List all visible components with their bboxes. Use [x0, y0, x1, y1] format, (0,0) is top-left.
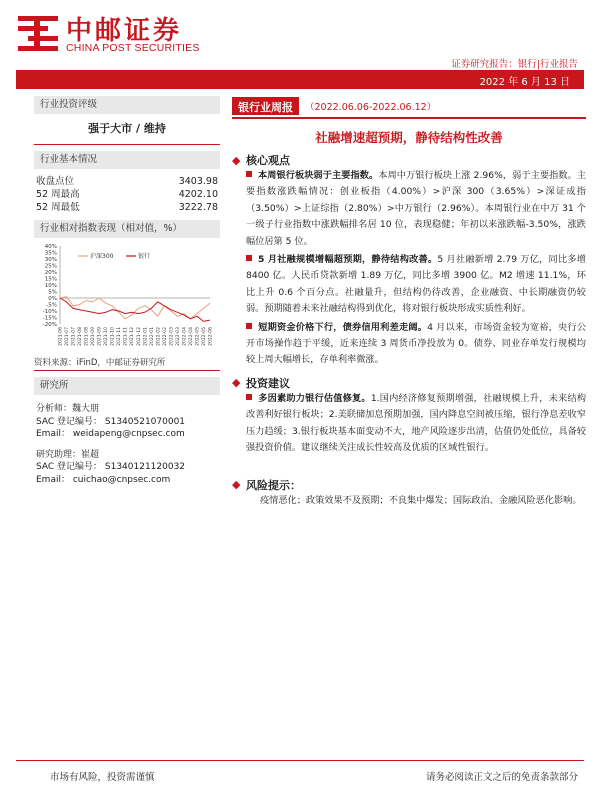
paragraph-lead: 本周银行板块弱于主要指数。 [258, 170, 379, 181]
x-tick-label: 2022-05 [201, 327, 207, 346]
stat-label: 52 周最低 [36, 202, 80, 213]
y-tick-label: 40% [44, 244, 57, 250]
assistant-name: 研究助理：崔超 [36, 449, 100, 460]
square-bullet-icon [246, 323, 252, 329]
stat-value: 3403.98 [178, 176, 218, 187]
legend-label: 沪深300 [90, 253, 114, 260]
x-tick-label: 2021-07 [71, 327, 77, 346]
diamond-bullet-icon: ◆ [232, 478, 241, 491]
stat-label: 收盘点位 [36, 176, 75, 187]
y-tick-label: 10% [44, 283, 57, 289]
paragraph [246, 168, 586, 250]
industry-rating: 强于大市 / 维持 [88, 122, 166, 135]
divider [34, 144, 220, 145]
y-tick-label: 15% [44, 276, 57, 283]
divider [232, 117, 586, 119]
x-tick-label: 2021-10 [110, 327, 116, 346]
report-date: 2022 年 6 月 13 日 [479, 77, 570, 88]
square-bullet-icon [246, 255, 252, 261]
section-heading [232, 375, 586, 391]
series-line-hs300 [60, 297, 210, 319]
report-header [232, 96, 586, 116]
y-tick-label: 35% [44, 250, 57, 257]
rating-heading: 行业投资评级 [34, 96, 220, 114]
paragraph [246, 320, 586, 369]
x-tick-label: 2022-03 [169, 327, 175, 346]
x-tick-label: 2022-02 [156, 327, 162, 346]
section-title: 投资建议 [246, 376, 290, 390]
y-tick-label: -20% [42, 322, 57, 328]
x-tick-label: 2022-05 [195, 327, 201, 346]
y-tick-label: -15% [42, 315, 57, 322]
analyst-block [34, 403, 220, 486]
logo-english-name: CHINA POST SECURITIES [66, 42, 200, 54]
x-tick-label: 2021-09 [97, 327, 103, 346]
paragraph-text: 疫情恶化；政策效果不及预期；不良集中爆发；国际政治、金融风险恶化影响。 [260, 494, 582, 506]
section-title: 风险提示： [246, 478, 301, 492]
y-tick-label: 0% [48, 296, 57, 302]
stat-label: 52 周最高 [36, 189, 80, 200]
section-heading [232, 477, 586, 493]
date-bar [16, 70, 584, 89]
stat-row [34, 188, 220, 201]
diamond-bullet-icon: ◆ [232, 376, 241, 390]
y-tick-label: 30% [44, 257, 57, 263]
x-tick-label: 2021-06 [58, 327, 64, 346]
x-tick-label: 2021-08 [84, 327, 90, 346]
paragraph-text: 4 月以来，市场资金较为宽裕，央行公开市场操作趋于平缓，近来连续 3 周货币净投放为 0。债券、同业存单发行规模均较上周大幅增长，存单利率微涨。 [246, 321, 587, 366]
x-tick-label: 2021-11 [123, 327, 129, 346]
y-tick-label: 20% [44, 270, 57, 276]
square-bullet-icon [246, 394, 252, 400]
y-tick-label: -10% [42, 309, 57, 315]
x-tick-label: 2021-11 [117, 327, 123, 346]
section-title: 核心观点 [246, 154, 290, 167]
basic-info-heading: 行业基本情况 [34, 151, 220, 169]
x-tick-label: 2022-01 [149, 327, 155, 346]
y-tick-label: -5% [46, 302, 57, 309]
legend-label: 银行 [138, 253, 151, 260]
x-tick-label: 2021-07 [65, 327, 71, 346]
section-heading [232, 152, 586, 168]
assistant-email[interactable]: Email： cuichao@cnpsec.com [36, 474, 171, 485]
analyst-email[interactable]: Email： weidapeng@cnpsec.com [36, 429, 185, 439]
x-tick-label: 2022-03 [175, 327, 181, 346]
chart-heading: 行业相对指数表现（相对值，%） [34, 220, 220, 238]
x-tick-label: 2022-01 [143, 327, 149, 346]
paragraph-lead: 短期资金价格下行，债券信用利差走阔。 [258, 321, 428, 333]
stat-value: 3222.78 [178, 202, 218, 213]
paragraph-text: 1.国内经济修复预期增强，社融规模上升，未来结构改善利好银行板块；2.美联储加息预期加强，国内降息空间被压缩，银行净息差收窄压力趋缓；3.银行板块基本面变动不大，地产风险逐步出清，估值仍处低位，具备较强投资价值。建议继续关注成长性较高及优质的区域性银行。 [246, 392, 587, 454]
paragraph [246, 252, 586, 318]
sidebar [34, 96, 220, 486]
relative-index-chart [34, 242, 220, 354]
paragraph-text: 5 月社融新增 2.79 万亿，同比多增 8400 亿。人民币贷款新增 1.89 万亿，同比多增 3900 亿。M2 增速 11.1%，环比上升 0.6 个百分点。社融量升，但结构仍待改善，企业融资、中长期融资仍较弱。预期随着未来社融结构得到优化，将对银行板块形成实质性利好。 [246, 254, 586, 315]
report-period: （2022.06.06-2022.06.12） [305, 102, 437, 113]
footer-divider [16, 760, 584, 761]
paragraph [260, 493, 586, 509]
x-tick-label: 2021-12 [130, 327, 136, 346]
x-tick-label: 2021-12 [136, 327, 142, 346]
y-tick-label: 5% [48, 289, 57, 296]
paragraph-text: 本周中万银行板块上涨 2.96%，弱于主要指数。主要指数涨跌幅情况：创业板指（4.00%）>沪深 300（3.65%）>深证成指（3.50%）>上证综指（2.80%）>中万银行（2.96%）。本周银行业在中万 31 个一级子行业指数中涨跌幅排名居 10 位，表现稳健；年初以来涨跌幅-3.50%，涨跌幅位居第 5 位。 [246, 170, 586, 247]
x-tick-label: 2021-09 [91, 327, 97, 346]
x-tick-label: 2022-04 [188, 327, 194, 346]
paragraph [246, 391, 586, 457]
main-content [232, 96, 586, 509]
stat-value: 4202.10 [178, 189, 218, 200]
report-type-tag: 银行业周报 [232, 97, 299, 115]
y-tick-label: 25% [44, 263, 57, 270]
x-tick-label: 2021-10 [104, 327, 110, 346]
square-bullet-icon [246, 171, 252, 177]
legal-notice: 请务必阅读正文之后的免责条款部分 [425, 772, 578, 783]
report-title: 社融增速超预期，静待结构性改善 [315, 130, 503, 145]
research-heading: 研究所 [34, 377, 220, 395]
x-tick-label: 2022-04 [182, 327, 188, 346]
analyst-name: 分析师：魏大朋 [36, 404, 100, 414]
series-line-bank [60, 298, 210, 321]
stat-row [34, 201, 220, 214]
risk-disclaimer: 市场有风险，投资需谨慎 [50, 772, 155, 783]
divider [34, 370, 220, 371]
x-tick-label: 2021-08 [78, 327, 84, 346]
chart-source: 资料来源：iFinD，中邮证券研究所 [34, 358, 166, 368]
logo-chinese-name: 中邮证券 [66, 16, 183, 46]
x-tick-label: 2022-06 [208, 327, 214, 346]
paragraph-lead: 多因素助力银行估值修复。 [258, 392, 371, 404]
breadcrumb: 证券研究报告：银行|行业报告 [451, 59, 578, 70]
company-logo-icon [16, 10, 60, 54]
diamond-bullet-icon: ◆ [232, 153, 241, 167]
analyst-sac: SAC 登记编号： S1340521070001 [36, 416, 186, 427]
stat-row [34, 175, 220, 188]
paragraph-lead: 5 月社融规模增幅超预期，静待结构改善。 [258, 254, 438, 266]
assistant-sac: SAC 登记编号： S1340121120032 [36, 462, 186, 472]
line-chart [34, 242, 220, 354]
x-tick-label: 2022-02 [162, 327, 168, 346]
